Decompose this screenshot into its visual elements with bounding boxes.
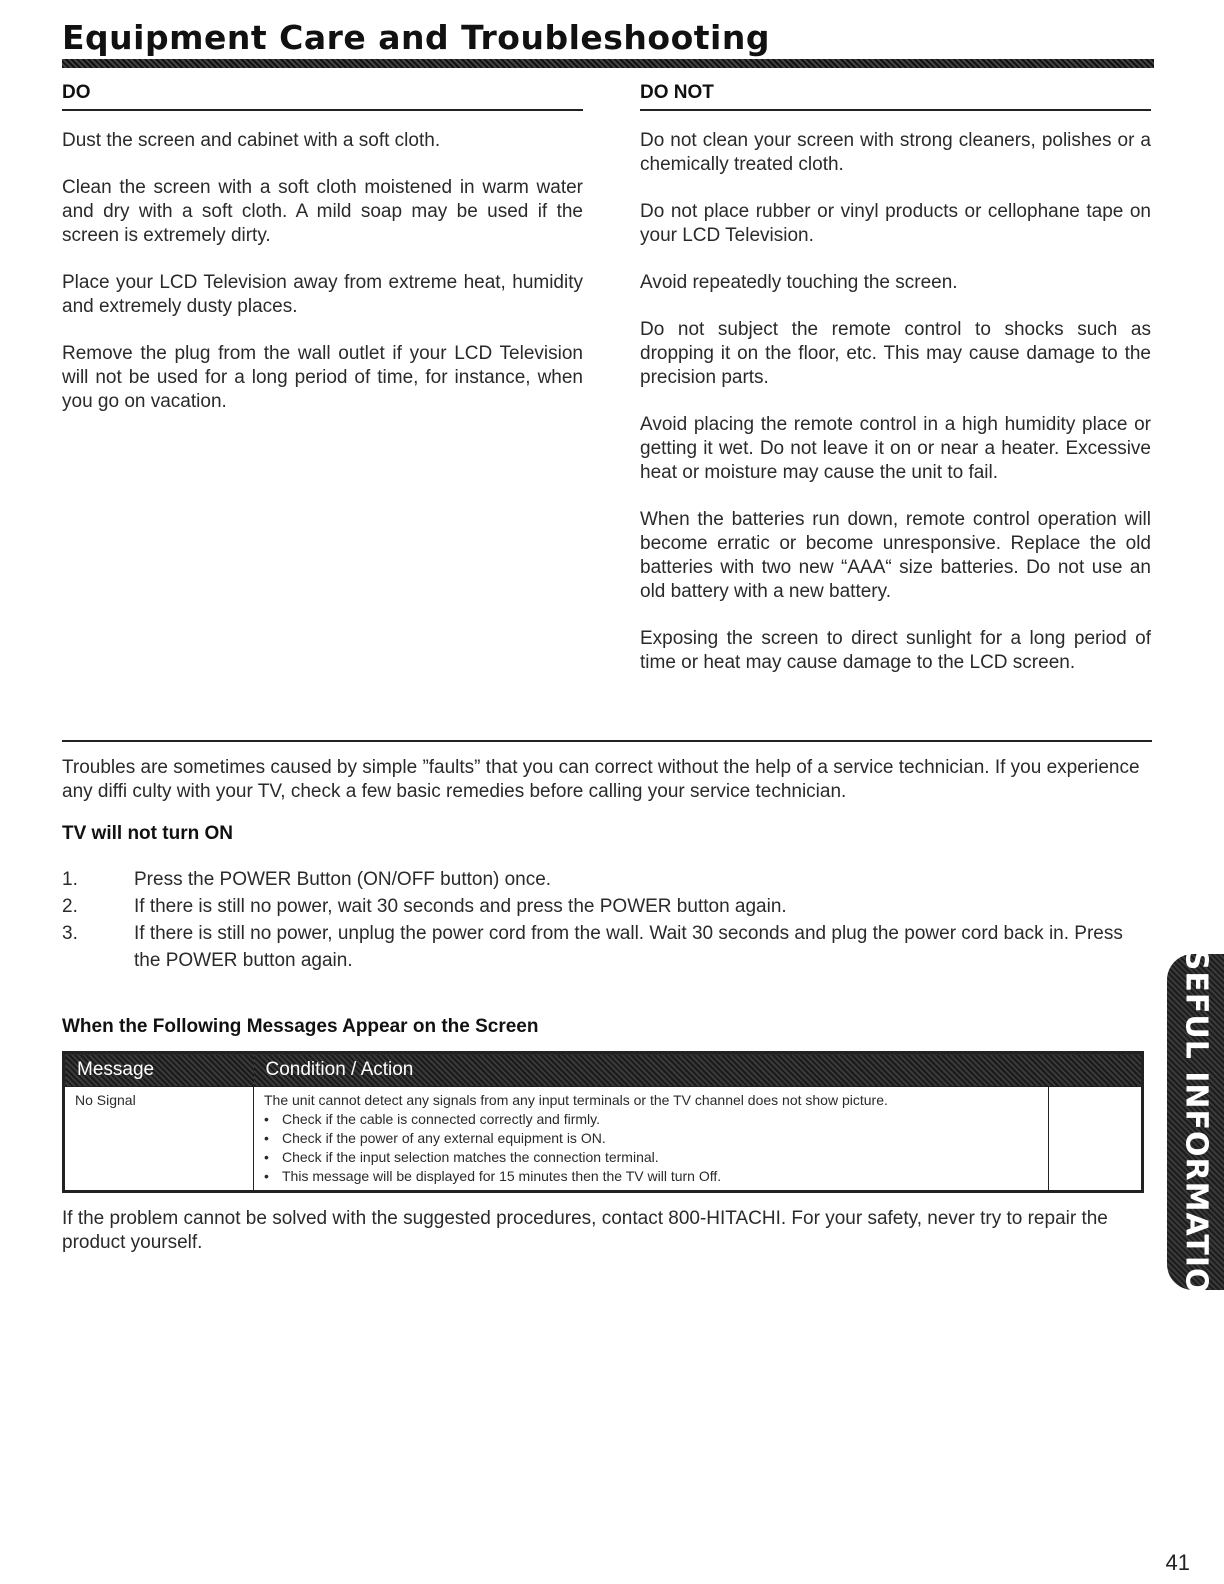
- messages-heading: When the Following Messages Appear on the Screen: [62, 1016, 539, 1037]
- step-item: [62, 893, 1154, 920]
- tv-not-on-heading: TV will not turn ON: [62, 823, 233, 844]
- do-column: [62, 82, 583, 437]
- do-item: Dust the screen and cabinet with a soft cloth.: [62, 130, 441, 151]
- table-header-message: Message: [64, 1053, 254, 1087]
- step-text: If there is still no power, unplug the power cord from the wall. Wait 30 seconds and plug the power cord back in. Press the POWER button again.: [134, 923, 1123, 971]
- do-heading: DO: [62, 82, 583, 111]
- page-title: Equipment Care and Troubleshooting: [62, 18, 770, 57]
- do-not-item: Do not subject the remote control to shocks such as dropping it on the floor, etc. This may cause damage to the precision parts.: [640, 319, 1151, 388]
- action-item: • Check if the input selection matches the connection terminal.: [264, 1148, 1038, 1167]
- empty-cell: [1049, 1087, 1143, 1192]
- do-not-item: Exposing the screen to direct sunlight for a long period of time or heat may cause damage to the LCD screen.: [640, 628, 1151, 673]
- do-not-item: Avoid repeatedly touching the screen.: [640, 272, 958, 293]
- do-item: Clean the screen with a soft cloth moistened in warm water and dry with a soft cloth. A mild soap may be used if the screen is extremely dirty.: [62, 177, 583, 246]
- do-not-item: Do not clean your screen with strong cleaners, polishes or a chemically treated cloth.: [640, 130, 1151, 175]
- action-item: • Check if the power of any external equipment is ON.: [264, 1129, 1038, 1148]
- messages-table: [62, 1051, 1144, 1193]
- side-tab-label: USEFUL INFORMATION: [1178, 923, 1213, 1321]
- step-number: 3.: [62, 923, 78, 944]
- title-underline-bar: [62, 59, 1154, 68]
- step-number: 2.: [62, 896, 78, 917]
- page-number: 41: [1165, 1550, 1190, 1575]
- section-side-tab: [1167, 923, 1224, 1321]
- do-not-item: When the batteries run down, remote control operation will become erratic or become unresponsive. Replace the old batteries with two new “AAA“ size batteries. Do not use an old battery with a new battery.: [640, 509, 1151, 602]
- do-not-item: Do not place rubber or vinyl products or cellophane tape on your LCD Television.: [640, 201, 1151, 246]
- step-text: Press the POWER Button (ON/OFF button) once.: [134, 869, 552, 890]
- do-item: Place your LCD Television away from extreme heat, humidity and extremely dusty places.: [62, 272, 583, 317]
- condition-text: The unit cannot detect any signals from any input terminals or the TV channel does not show picture.: [264, 1092, 888, 1108]
- step-number: 1.: [62, 869, 78, 890]
- step-text: If there is still no power, wait 30 seconds and press the POWER button again.: [134, 896, 787, 917]
- action-list: [264, 1110, 1038, 1186]
- do-not-item: Avoid placing the remote control in a high humidity place or getting it wet. Do not leave it on or near a heater. Excessive heat or moisture may cause the unit to fail.: [640, 414, 1151, 483]
- do-item: Remove the plug from the wall outlet if your LCD Television will not be used for a long period of time, for instance, when you go on vacation.: [62, 343, 583, 412]
- do-not-heading: DO NOT: [640, 82, 1151, 111]
- do-not-column: [640, 82, 1151, 698]
- table-header-condition: Condition / Action: [254, 1053, 1143, 1087]
- tv-not-on-steps: [62, 866, 1154, 974]
- condition-cell: [254, 1087, 1049, 1192]
- action-item: • Check if the cable is connected correctly and firmly.: [264, 1110, 1038, 1129]
- section-divider: [62, 740, 1152, 742]
- step-item: [62, 866, 1154, 893]
- table-row: [64, 1087, 1143, 1192]
- troubleshooting-outro: If the problem cannot be solved with the suggested procedures, contact 800-HITACHI. For your safety, never try to repair the product yourself.: [62, 1208, 1108, 1253]
- message-cell: No Signal: [64, 1087, 254, 1192]
- troubleshooting-intro: Troubles are sometimes caused by simple ”faults” that you can correct without the help of a service technician. If you experience any diffi culty with your TV, check a few basic remedies before calling your service technician.: [62, 757, 1140, 802]
- action-item: • This message will be displayed for 15 minutes then the TV will turn Off.: [264, 1167, 1038, 1186]
- step-item: [62, 920, 1154, 974]
